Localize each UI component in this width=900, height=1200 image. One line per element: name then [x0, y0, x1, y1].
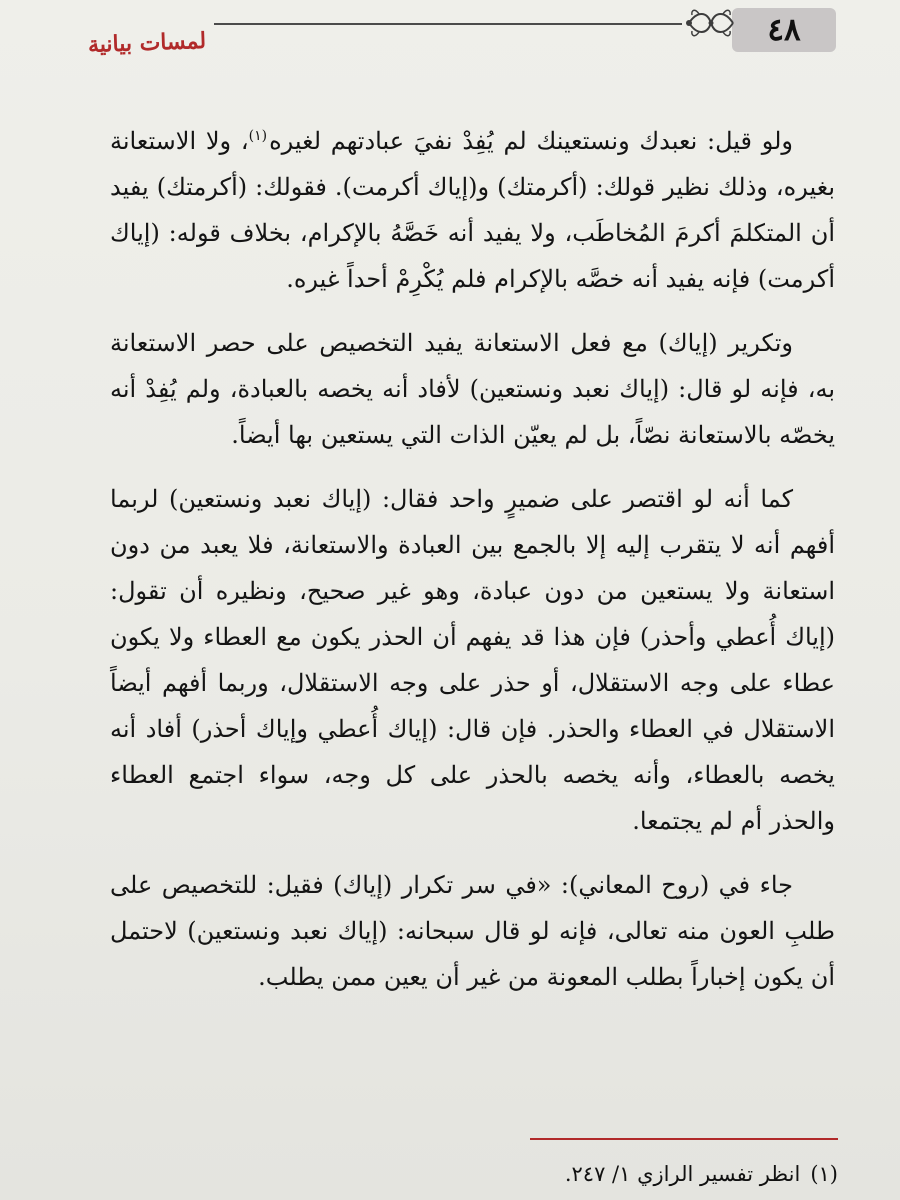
- footnote-reference[interactable]: (١): [248, 128, 268, 144]
- paragraph-1: [110, 118, 835, 302]
- paragraph-1-continuation: ، ولا الاستعانة بغيره، وذلك نظير قولك: (أكرمتك) و(إياك أكرمت). فقولك: (أكرمتك) يفيد أن المتكلمَ أكرمَ المُخاطَب، ولا يفيد أنه خَصَّهُ بالإكرام، بخلاف قوله: (إياك أكرمت) فإنه يفيد أنه خصَّه بالإكرام فلم يُكْرِمْ أحداً غيره.: [110, 127, 835, 293]
- footnote-number: (١): [810, 1162, 838, 1186]
- paragraph-3: كما أنه لو اقتصر على ضميرٍ واحد فقال: (إياك نعبد ونستعين) لربما أفهم أنه لا يتقرب إليه إلا بالجمع بين العبادة والاستعانة، فلا يعبد من دون استعانة ولا يستعين من دون عبادة، وهو غير صحيح، ونظيره أن تقول: (إياك أُعطي وأحذر) فإن هذا قد يفهم أن الحذر يكون مع العطاء ولا يكون عطاء على وجه الاستقلال، أو حذر على وجه الاستقلال، وربما أفهم أيضاً الاستقلال في العطاء والحذر. فإن قال: (إياك أُعطي وإياك أحذر) أفاد أنه يخصه بالعطاء، وأنه يخصه بالحذر على كل وجه، سواء اجتمع العطاء والحذر أم لم يجتمعا.: [110, 485, 836, 835]
- ornament-icon: [681, 6, 737, 40]
- book-title: لمسات بيانية: [87, 27, 207, 59]
- paragraph-2: وتكرير (إياك) مع فعل الاستعانة يفيد التخصيص على حصر الاستعانة به، فإنه لو قال: (إياك نعبد ونستعين) لأفاد أنه يخصه بالعبادة، ولم يُفِدْ أنه يخصّه بالاستعانة نصّاً، بل لم يعيّن الذات التي يستعين بها أيضاً.: [110, 329, 835, 449]
- page-number: ٤٨: [732, 8, 836, 52]
- footnote: [450, 1160, 838, 1188]
- footnote-divider: [530, 1138, 838, 1140]
- paragraph-4: جاء في (روح المعاني): «في سر تكرار (إياك) فقيل: للتخصيص على طلبِ العون منه تعالى، فإنه لو قال سبحانه: (إياك نعبد ونستعين) لاحتمل أن يكون إخباراً بطلب المعونة من غير أن يعين ممن يطلب.: [110, 871, 835, 991]
- page-body: [110, 118, 835, 1018]
- page-header: [0, 0, 900, 70]
- header-rule: [214, 23, 682, 25]
- paragraph-1-text: ولو قيل: نعبدك ونستعينك لم يُفِدْ نفيَ عبادتهم لغيره: [269, 127, 793, 155]
- footnote-text: انظر تفسير الرازي ١/ ٢٤٧.: [564, 1162, 801, 1186]
